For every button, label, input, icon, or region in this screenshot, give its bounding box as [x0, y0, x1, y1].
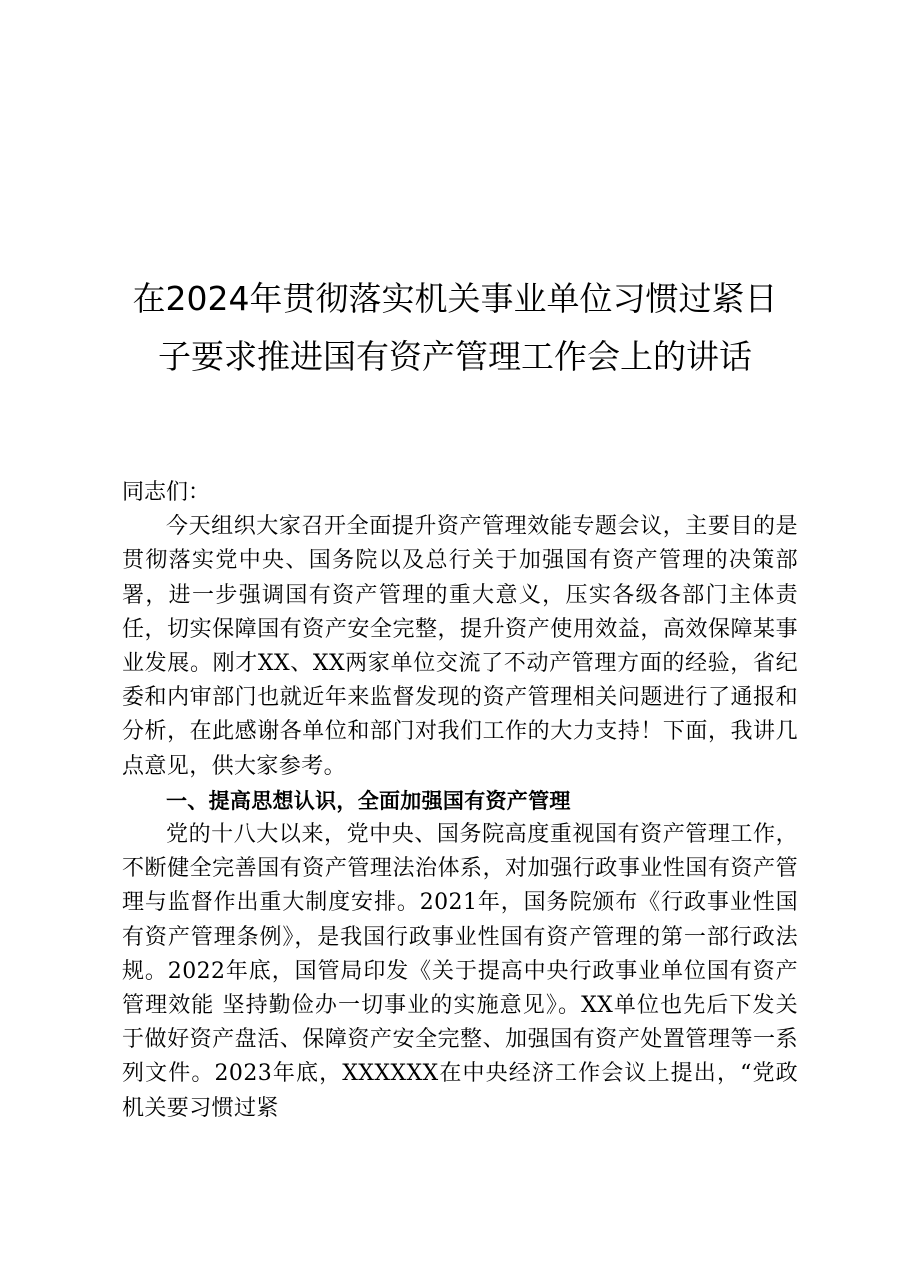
document-title	[120, 270, 790, 386]
paragraph-intro: 今天组织大家召开全面提升资产管理效能专题会议，主要目的是贯彻落实党中央、国务院以及总行关于加强国有资产管理的决策部署，进一步强调国有资产管理的重大意义，压实各级各部门主体责任，切实保障国有资产安全完整，提升资产使用效益，高效保障某事业发展。刚才XX、XX两家单位交流了不动产管理方面的经验，省纪委和内审部门也就近年来监督发现的资产管理相关问题进行了通报和分析，在此感谢各单位和部门对我们工作的大力支持！下面，我讲几点意见，供大家参考。	[122, 514, 798, 779]
salutation: 同志们：	[122, 480, 211, 505]
title-line-2: 子要求推进国有资产管理工作会上的讲话	[158, 337, 752, 376]
title-line-1: 在2024年贯彻落实机关事业单位习惯过紧日	[132, 279, 778, 318]
document-body	[122, 476, 798, 1126]
paragraph-section-1: 党的十八大以来，党中央、国务院高度重视国有资产管理工作，不断健全完善国有资产管理法治体系，对加强行政事业性国有资产管理与监督作出重大制度安排。2021年，国务院颁布《行政事业性国有资产管理条例》，是我国行政事业性国有资产管理的第一部行政法规。2022年底，国管局印发《关于提高中央行政事业单位国有资产管理效能 坚持勤俭办一切事业的实施意见》。XX单位也先后下发关于做好资产盘活、保障资产安全完整、加强国有资产处置管理等一系列文件。2023年底，XXXXXX在中央经济工作会议上提出，“党政机关要习惯过紧	[122, 822, 798, 1121]
section-heading-1: 一、提高思想认识，全面加强国有资产管理	[166, 788, 571, 813]
